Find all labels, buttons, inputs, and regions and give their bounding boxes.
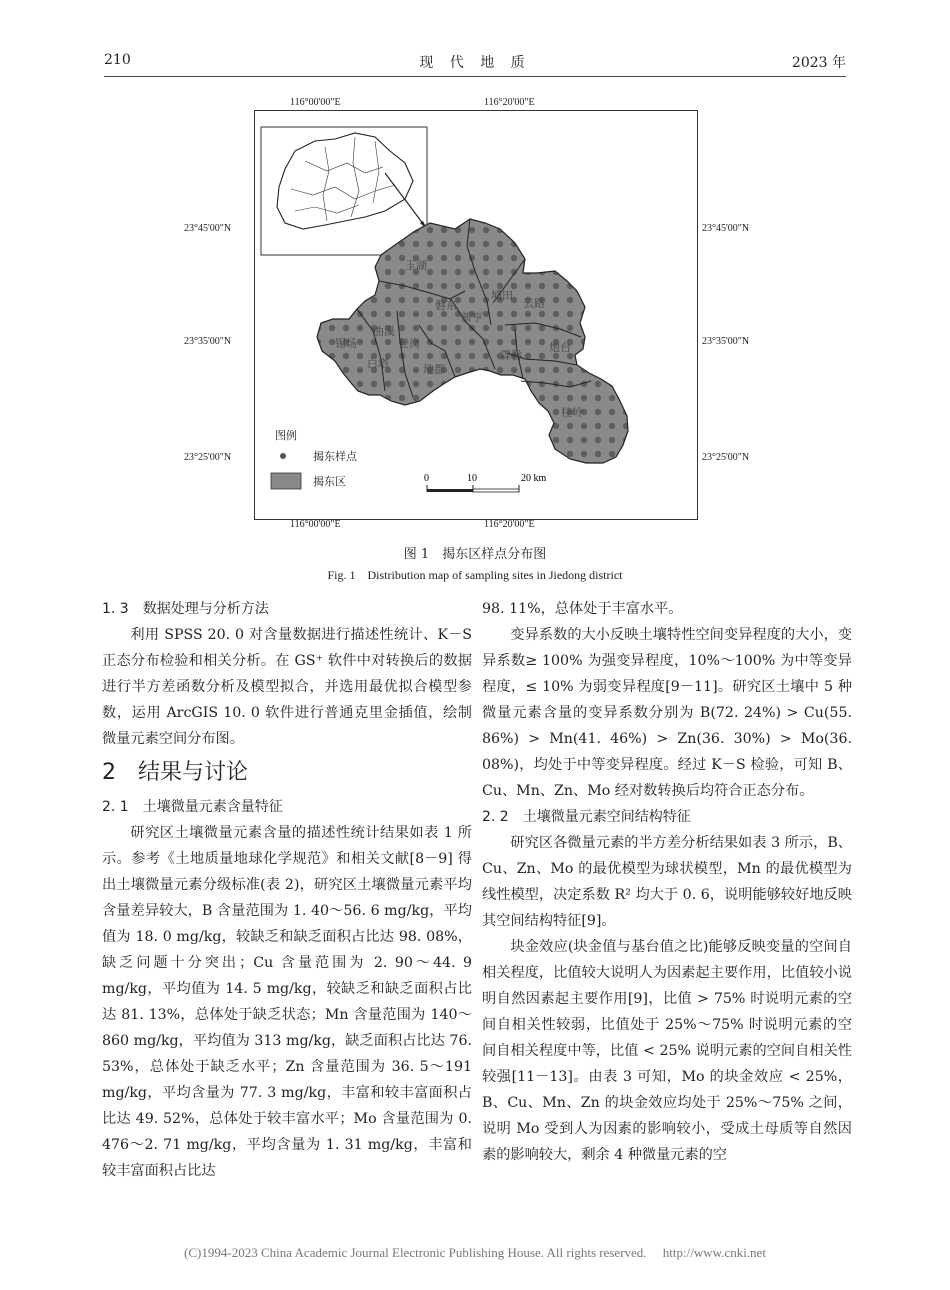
town-label-11: 霖磐 <box>500 349 522 362</box>
continued-paragraph: 98. 11%，总体处于丰富水平。 <box>482 601 683 617</box>
coord-lat35-right: 23°35'00"N <box>702 336 750 347</box>
legend <box>271 428 358 489</box>
section-2-2-paragraph: 研究区各微量元素的半方差分析结果如表 3 所示，B、Cu、Zn、Mo 的最优模型为球状模型，Mn 的最优模型为线性模型，决定系数 R² 均大于 0. 6，说明能够较好地反映其空间结构特征[9]。 <box>482 835 852 929</box>
left-column <box>102 596 472 1184</box>
coord-lat45-right: 23°45'00"N <box>702 223 750 234</box>
scale-20: 20 km <box>521 473 547 484</box>
figure-caption-en: Fig. 1 Distribution map of sampling sites in Jiedong district <box>327 568 623 582</box>
sampling-map-figure <box>254 110 698 520</box>
town-label-10: 白塔 <box>367 357 389 370</box>
town-label-4: 埔田 <box>491 289 513 302</box>
coord-top-left: 116°00'00"E <box>290 97 341 108</box>
town-label-5: 云路 <box>523 297 545 310</box>
section-2-2-title: 2. 2 土壤微量元素空间结构特征 <box>482 809 691 825</box>
coord-top-right: 116°20'00"E <box>484 97 535 108</box>
town-label-8: 地都 <box>423 363 445 376</box>
section-2-1-title: 2. 1 土壤微量元素含量特征 <box>102 799 283 815</box>
coord-bottom-left: 116°00'00"E <box>290 519 341 530</box>
coord-lat45-left: 23°45'00"N <box>184 223 232 234</box>
coord-lat25-right: 23°25'00"N <box>702 452 750 463</box>
section-1-3-title: 1. 3 数据处理与分析方法 <box>102 601 269 617</box>
sample-point-icon <box>280 453 286 459</box>
town-label-9: 锡场 <box>335 337 357 350</box>
section-2-1-paragraph: 研究区土壤微量元素含量的描述性统计结果如表 1 所示。参考《土地质量地球化学规范》和相关文献[8－9] 得出土壤微量元素分级标准(表 2)，研究区土壤微量元素平均含量差异较大，B 含量范围为 1. 40～56. 6 mg/kg，平均值为 18. 0 mg/kg，较缺乏和缺乏面积占比达 98. 08%，缺乏问题十分突出；Cu 含量范围为 2. 90～44. 9 mg/kg，平均值为 14. 5 mg/kg，较缺乏和缺乏面积占比达 81. 13%，总体处于缺乏状态；Mn 含量范围为 140～860 mg/kg，平均值为 313 mg/kg，缺乏面积占比达 76. 53%，总体处于缺乏水平；Zn 含量范围为 36. 5～191 mg/kg，平均含量为 77. 3 mg/kg，丰富和较丰富面积占比达 49. 52%，总体处于较丰富水平；Mo 含量范围为 0. 476～2. 71 mg/kg，平均含量为 1. 31 mg/kg，丰富和较丰富面积占比达 <box>102 825 472 1179</box>
figure-caption-cn: 图 1 揭东区样点分布图 <box>403 547 547 562</box>
scale-10: 10 <box>467 473 477 484</box>
publication-year: 2023 年 <box>791 55 846 71</box>
variation-coefficient-paragraph: 变异系数的大小反映土壤特性空间变异程度的大小，变异系数≥ 100% 为强变异程度，10%～100% 为中等变异程度，≤ 10% 为弱变异程度[9－11]。研究区土壤中 5 种微量元素含量的变异系数分别为 B(72. 24%) > Cu(55. 86%) > Mn(41. 46%) > Zn(36. 30%) > Mo(36. 08%)，均处于中等变异程度。经过 K－S 检验，可知 B、Cu、Mn、Zn、Mo 经对数转换后均符合正态分布。 <box>482 627 852 799</box>
town-label-13: 桂岭 <box>561 406 583 419</box>
section-2-title: 2 结果与讨论 <box>102 760 248 785</box>
nugget-effect-paragraph: 块金效应(块金值与基台值之比)能够反映变量的空间自相关程度，比值较大说明人为因素起主要作用，比值较小说明自然因素起主要作用[9]，比值 > 75% 时说明元素的空间自相关性较弱，比值处于 25%～75% 时说明元素的空间自相关程度中等，比值 < 25% 说明元素的空间自相关性较强[11－13]。由表 3 可知，Mo 的块金效应 < 25%，B、Cu、Mn、Zn 的块金效应均处于 25%～75% 之间，说明 Mo 受到人为因素的影响较小，受成土母质等自然因素的影响较大，剩余 4 种微量元素的空 <box>482 939 852 1163</box>
scale-bar <box>424 473 547 492</box>
town-label-2: 磐东 <box>435 299 457 312</box>
legend-district: 揭东区 <box>313 475 346 488</box>
journal-name: 现 代 地 质 <box>419 55 531 71</box>
map-svg <box>255 111 697 519</box>
legend-sample-point: 揭东样点 <box>313 450 357 463</box>
coord-lat25-left: 23°25'00"N <box>184 452 232 463</box>
copyright-footer: (C)1994-2023 China Academic Journal Electronic Publishing House. All rights reserved. http://www.cnki.net <box>184 1245 766 1260</box>
town-label-6: 曲溪 <box>373 325 395 338</box>
town-label-3: 新亨 <box>461 311 483 324</box>
coord-lat35-left: 23°35'00"N <box>184 336 232 347</box>
town-label-12: 炮台 <box>549 341 571 354</box>
header-rule <box>104 76 846 77</box>
page-number: 210 <box>104 52 131 68</box>
district-swatch <box>271 473 301 489</box>
right-column <box>482 596 852 1168</box>
town-label-1: 玉湖 <box>405 259 427 272</box>
scale-0: 0 <box>424 473 429 484</box>
page-header <box>60 52 890 74</box>
town-label-7: 登岗 <box>398 337 420 350</box>
legend-title: 图例 <box>275 429 297 442</box>
section-1-3-paragraph: 利用 SPSS 20. 0 对含量数据进行描述性统计、K－S 正态分布检验和相关分析。在 GS⁺ 软件中对转换后的数据进行半方差函数分析及模型拟合，并选用最优拟合模型参数，运用 ArcGIS 10. 0 软件进行普通克里金插值，绘制微量元素空间分布图。 <box>102 627 472 747</box>
coord-bottom-right: 116°20'00"E <box>484 519 535 530</box>
